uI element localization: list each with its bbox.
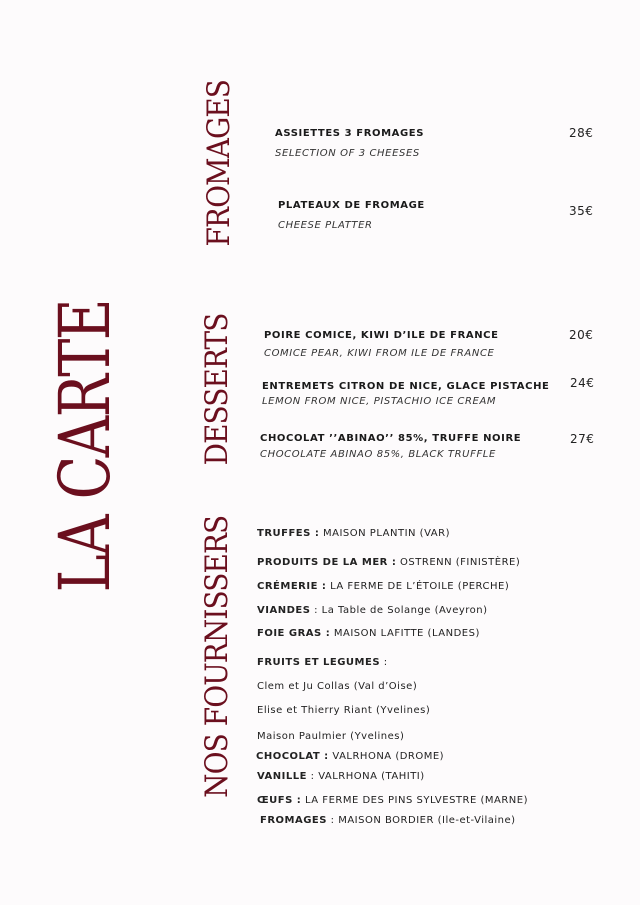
supplier-entry [257,528,450,539]
supplier-name: OSTRENN (FINISTÈRE) [396,557,521,568]
menu-item [260,433,521,460]
item-translation: COMICE PEAR, KIWI FROM ILE DE FRANCE [264,348,495,359]
supplier-name: Maison Paulmier (Yvelines) [257,731,405,742]
item-price: 28€ [569,126,594,140]
item-price: 35€ [569,204,594,218]
supplier-entry [257,628,480,639]
supplier-name: MAISON PLANTIN (VAR) [319,528,450,539]
supplier-name: MAISON LAFITTE (LANDES) [330,628,480,639]
item-translation: SELECTION OF 3 CHEESES [275,148,420,159]
item-translation: CHOCOLATE ABINAO 85%, BLACK TRUFFLE [260,449,496,460]
supplier-name: VALRHONA (DROME) [328,751,445,762]
supplier-name: : VALRHONA (TAHITI) [306,771,425,782]
supplier-category: VANILLE [257,771,307,782]
supplier-name: : MAISON BORDIER (Ile-et-Vilaine) [326,815,516,826]
supplier-entry [257,557,520,568]
item-name: POIRE COMICE, KIWI D’ILE DE FRANCE [264,330,499,341]
item-name: ASSIETTES 3 FROMAGES [275,128,425,139]
section-title-desserts: DESSERTS [199,313,235,466]
supplier-category: FOIE GRAS : [257,628,331,639]
item-translation: LEMON FROM NICE, PISTACHIO ICE CREAM [262,396,497,407]
supplier-category: TRUFFES : [257,528,320,539]
supplier-entry [257,705,430,716]
supplier-name: LA FERME DE L’ÉTOILE (PERCHE) [326,581,510,592]
supplier-name: LA FERME DES PINS SYLVESTRE (MARNE) [301,795,528,806]
supplier-category: CHOCOLAT : [256,751,329,762]
supplier-name: Clem et Ju Collas (Val d’Oise) [257,681,418,692]
item-name: CHOCOLAT ’’ABINAO’’ 85%, TRUFFE NOIRE [260,433,522,444]
supplier-category: PRODUITS DE LA MER : [257,557,397,568]
supplier-entry [257,731,404,742]
supplier-category: VIANDES [257,605,311,616]
supplier-category: CRÉMERIE : [257,581,327,592]
supplier-entry [257,657,388,668]
menu-item [264,330,499,359]
supplier-name: : La Table de Solange (Aveyron) [310,605,488,616]
section-title-fournisseurs: NOS FOURNISSERS [199,515,235,798]
item-name: ENTREMETS CITRON DE NICE, GLACE PISTACHE [262,381,550,392]
supplier-entry [257,681,417,692]
item-price: 27€ [570,432,595,446]
menu-item [278,200,425,231]
item-price: 20€ [569,328,594,342]
item-price: 24€ [570,376,595,390]
menu-item [262,381,549,407]
supplier-name: Elise et Thierry Riant (Yvelines) [257,705,431,716]
supplier-entry [257,581,509,592]
supplier-category: FRUITS ET LEGUMES [257,657,381,668]
supplier-name: : [380,657,388,668]
supplier-entry [257,771,425,782]
supplier-entry [260,815,516,826]
item-name: PLATEAUX DE FROMAGE [278,200,425,211]
menu-item [275,128,424,159]
supplier-entry [257,605,488,616]
section-title-fromages: FROMAGES [201,79,237,247]
supplier-entry [256,751,444,762]
page-title: LA CARTE [44,299,126,593]
supplier-category: ŒUFS : [257,795,302,806]
item-translation: CHEESE PLATTER [278,220,373,231]
supplier-category: FROMAGES [260,815,327,826]
supplier-entry [257,795,528,806]
